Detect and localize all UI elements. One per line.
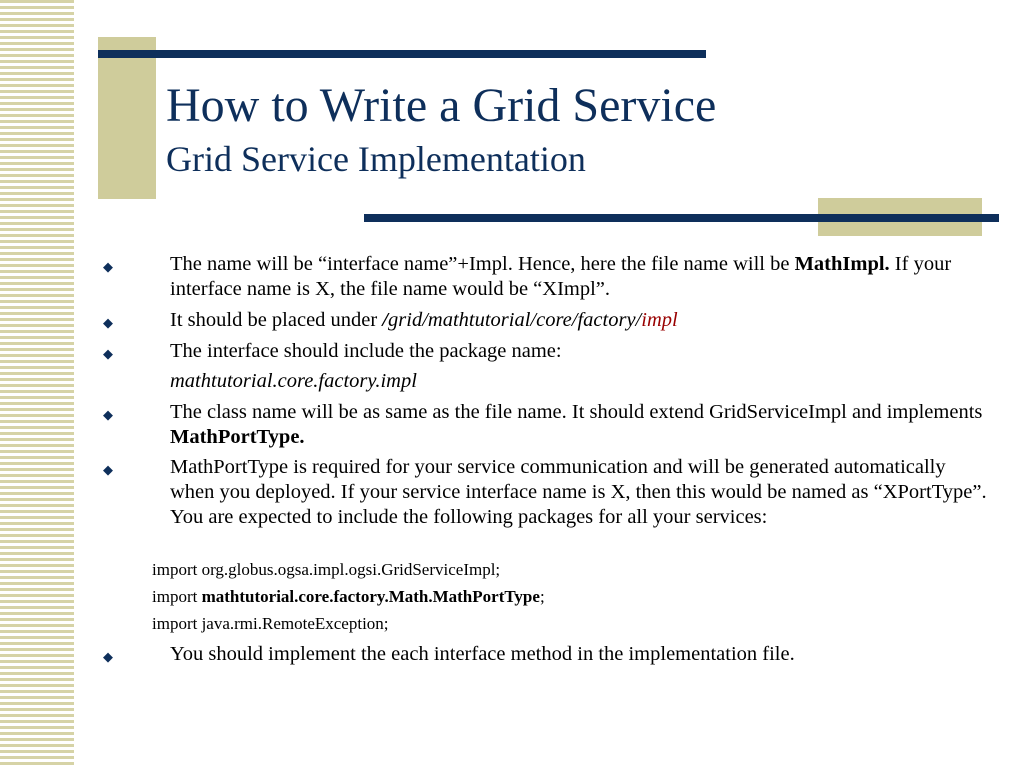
bullet-3-text: The interface should include the package name: (170, 340, 562, 362)
bullet-1-text-2: If your interface name is X, the file name would be “XImpl”. (170, 253, 952, 300)
bullet-3-package: mathtutorial.core.factory.impl (170, 370, 417, 392)
bullet-item-3 (103, 339, 990, 364)
bullet-4-bold: MathPortType. (170, 426, 305, 448)
decorative-block-top (98, 37, 156, 199)
bullet-2-path: grid/mathtutorial/core/factory/ (388, 309, 642, 331)
bullet-2-text: It should be placed under (170, 309, 383, 331)
diamond-bullet-icon: ◆ (103, 649, 113, 664)
bullet-item-1 (103, 252, 990, 302)
import-2-bold: mathtutorial.core.factory.Math.MathPortType (201, 587, 540, 606)
import-2-prefix: import (152, 587, 202, 606)
slide-title: How to Write a Grid Service (166, 79, 717, 132)
bullet-item-5 (103, 455, 990, 530)
bullet-6-text: You should implement the each interface method in the implementation file. (170, 643, 795, 665)
decorative-stripe (0, 0, 74, 768)
bullet-item-6 (103, 642, 990, 667)
bullet-item-4 (103, 400, 990, 450)
bullet-2-path-red: impl (641, 309, 678, 331)
import-2-suffix: ; (539, 587, 545, 606)
diamond-bullet-icon: ◆ (103, 407, 113, 422)
decorative-rule-top (98, 50, 706, 58)
bullet-1-bold: MathImpl. (794, 253, 890, 275)
diamond-bullet-icon: ◆ (103, 462, 113, 477)
bullet-2-slash: / (382, 309, 389, 331)
diamond-bullet-icon: ◆ (103, 346, 113, 361)
bullet-3-package-line (170, 369, 990, 394)
bullet-1-text: The name will be “interface name”+Impl. Hence, here the file name will be (170, 253, 795, 275)
slide-subtitle: Grid Service Implementation (166, 139, 586, 179)
bullet-4-text: The class name will be as same as the file name. It should extend GridServiceImpl and implements (170, 401, 983, 423)
import-line-2 (152, 586, 545, 608)
import-line-3: import java.rmi.RemoteException; (152, 614, 389, 633)
decorative-rule-bottom (364, 214, 999, 222)
bullet-5-text: MathPortType is required for your service communication and will be generated automatically when you deployed. If your service interface name is X, then this would be named as “XPortType”. You are expected to include the following packages for all your services: (170, 456, 987, 528)
diamond-bullet-icon: ◆ (103, 315, 113, 330)
diamond-bullet-icon: ◆ (103, 259, 113, 274)
import-line-1: import org.globus.ogsa.impl.ogsi.GridServiceImpl; (152, 560, 501, 579)
bullet-item-2 (103, 308, 990, 333)
